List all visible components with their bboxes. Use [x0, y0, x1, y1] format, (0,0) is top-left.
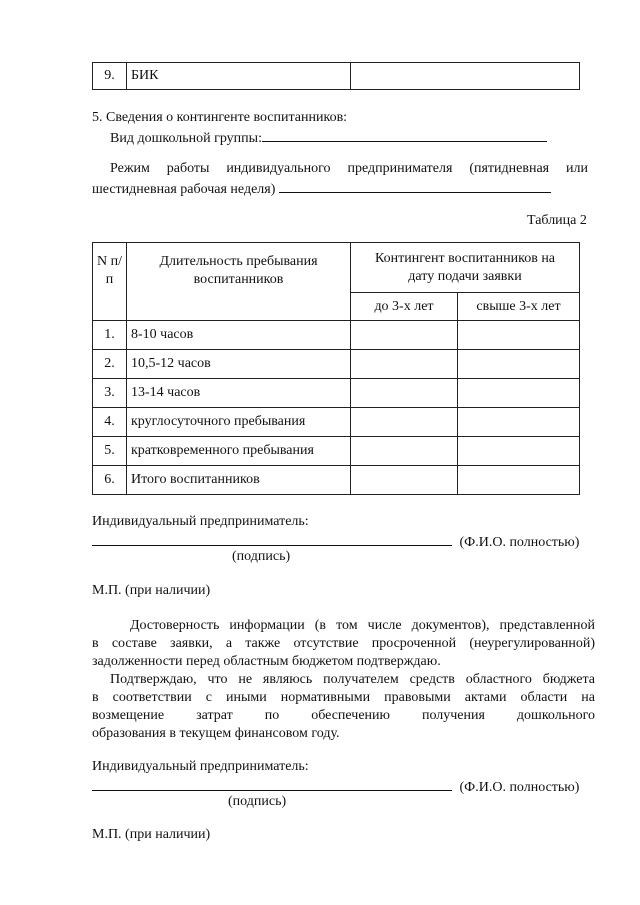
under-3-cell[interactable]: [351, 350, 458, 379]
section5-title: 5. Сведения о контингенте воспитанников:: [92, 110, 348, 125]
work-mode-line2: [92, 178, 551, 199]
declaration-p1-line1: Достоверность информации (в том числе документов), представленной: [130, 618, 595, 633]
header-over-3: свыше 3-х лет: [458, 293, 580, 321]
row-label: 8-10 часов: [127, 321, 351, 350]
table-row: [93, 321, 580, 350]
row-number: 4.: [93, 408, 127, 437]
row-label: 10,5-12 часов: [127, 350, 351, 379]
over-3-cell[interactable]: [458, 408, 580, 437]
header-duration: Длительность пребывания воспитанников: [127, 243, 351, 321]
over-3-cell[interactable]: [458, 350, 580, 379]
over-3-cell[interactable]: [458, 466, 580, 495]
under-3-cell[interactable]: [351, 321, 458, 350]
table-row: [93, 408, 580, 437]
row-number: 5.: [93, 437, 127, 466]
table-row: [93, 437, 580, 466]
stamp-label: М.П. (при наличии): [92, 583, 211, 598]
row-number: 1.: [93, 321, 127, 350]
group-type-line: [110, 127, 547, 148]
over-3-cell[interactable]: [458, 379, 580, 408]
bik-label: БИК: [127, 63, 351, 90]
header-contingent: Контингент воспитанников на дату подачи заявки: [351, 243, 580, 293]
bik-value-field[interactable]: [351, 63, 580, 90]
fio-label: (Ф.И.О. полностью): [459, 535, 580, 550]
row-number: 2.: [93, 350, 127, 379]
declaration-p2-line1: Подтверждаю, что не являюсь получателем средств областного бюджета: [110, 672, 595, 687]
declaration-p1-line3: задолженности перед областным бюджетом подтверждаю.: [92, 654, 441, 669]
over-3-cell[interactable]: [458, 437, 580, 466]
signer-label: Индивидуальный предприниматель:: [92, 514, 309, 529]
under-3-cell[interactable]: [351, 379, 458, 408]
row-number: 6.: [93, 466, 127, 495]
row-label: круглосуточного пребывания: [127, 408, 351, 437]
declaration-p2-line2: в соответствии с иными нормативными правовыми актами области на: [92, 690, 595, 705]
contingent-table: [92, 242, 580, 495]
work-mode-line1: Режим работы индивидуального предпринимателя (пятидневная или: [110, 161, 588, 176]
declaration-p1-line2: в составе заявки, а также отсутствие просроченной (неурегулированной): [92, 636, 595, 651]
row-number: 9.: [93, 63, 127, 90]
signature-caption: (подпись): [232, 549, 291, 564]
table2-caption: Таблица 2: [527, 213, 587, 228]
row-number: 3.: [93, 379, 127, 408]
over-3-cell[interactable]: [458, 321, 580, 350]
table-row: [93, 350, 580, 379]
fio-label-2: (Ф.И.О. полностью): [459, 780, 580, 795]
declaration-p2-line3: возмещение затрат по обеспечению получения дошкольного: [92, 708, 595, 723]
header-num: N п/п: [93, 243, 127, 321]
row-label: Итого воспитанников: [127, 466, 351, 495]
stamp-label-2: М.П. (при наличии): [92, 827, 211, 842]
signature-line: [92, 531, 579, 552]
under-3-cell[interactable]: [351, 437, 458, 466]
header-under-3: до 3-х лет: [351, 293, 458, 321]
bank-details-table: [92, 62, 580, 90]
signer-label-2: Индивидуальный предприниматель:: [92, 759, 309, 774]
signature-line-2: [92, 776, 579, 797]
row-label: кратковременного пребывания: [127, 437, 351, 466]
signature-field-2[interactable]: [92, 776, 452, 791]
row-label: 13-14 часов: [127, 379, 351, 408]
under-3-cell[interactable]: [351, 408, 458, 437]
declaration-p2-line4: образования в текущем финансовом году.: [92, 726, 340, 741]
table-row: [93, 379, 580, 408]
table-row: [93, 466, 580, 495]
group-type-field[interactable]: [262, 127, 547, 142]
signature-caption-2: (подпись): [228, 794, 287, 809]
under-3-cell[interactable]: [351, 466, 458, 495]
work-mode-field[interactable]: [279, 178, 551, 193]
work-mode-label: шестидневная рабочая неделя): [92, 182, 276, 197]
signature-field[interactable]: [92, 531, 452, 546]
group-type-label: Вид дошкольной группы:: [110, 131, 262, 146]
